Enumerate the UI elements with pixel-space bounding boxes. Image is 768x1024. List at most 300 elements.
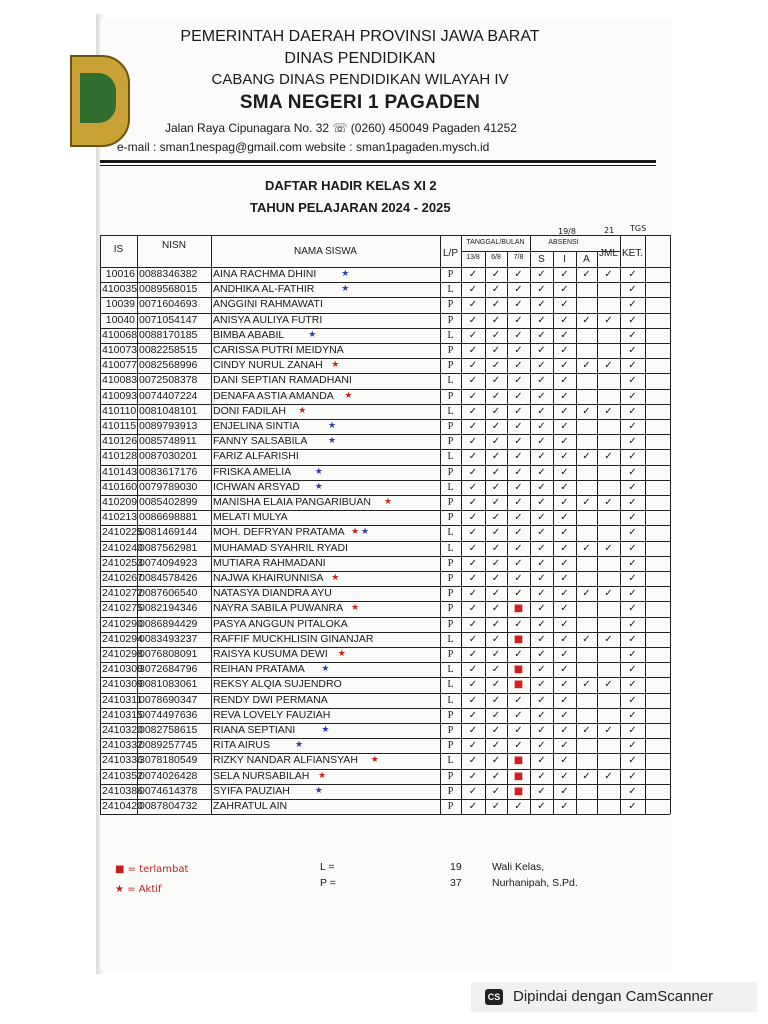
attendance-check-mark: ✓ — [491, 679, 501, 691]
attendance-check-mark: ✓ — [514, 466, 523, 478]
attendance-check-mark: ✓ — [468, 269, 478, 280]
attendance-check-mark: ✓ — [560, 360, 569, 372]
cell-nis: 410083 — [102, 374, 138, 387]
cell-nis: 2410309 — [102, 678, 143, 691]
attendance-check-mark: ■ — [513, 664, 524, 676]
cell-lp: L — [447, 679, 454, 691]
attendance-check-mark: ✓ — [468, 801, 478, 812]
camscanner-badge — [471, 982, 757, 1012]
cell-nama-siswa: FARIZ ALFARISHI — [213, 450, 299, 463]
cell-nisn: 0087030201 — [139, 450, 198, 463]
attendance-check-mark: ✓ — [491, 633, 501, 645]
handwritten-date-note: 19/8 — [558, 227, 576, 236]
attendance-check-mark: ✓ — [491, 649, 501, 660]
attendance-check-mark: ✓ — [560, 329, 569, 341]
attendance-check-mark: ✓ — [514, 588, 523, 600]
attendance-check-mark: ✓ — [468, 679, 478, 691]
cell-nis: 410110 — [102, 404, 137, 417]
cell-nama-siswa: PASYA ANGGUN PITALOKA — [213, 617, 348, 630]
cell-nis: 2410308 — [102, 663, 143, 676]
cell-lp: P — [447, 299, 454, 311]
attendance-check-mark: ✓ — [537, 603, 546, 615]
cell-lp: L — [447, 542, 454, 554]
attendance-check-mark: ✓ — [491, 694, 501, 706]
attendance-check-mark: ✓ — [537, 588, 546, 600]
blue-star-annotation: ★ — [321, 664, 330, 675]
cell-nama-siswa: RITA AIRUS — [213, 739, 270, 752]
attendance-check-mark: ✓ — [628, 481, 637, 493]
cell-nis: 2410253 — [102, 556, 143, 569]
cell-lp: P — [447, 360, 454, 372]
attendance-check-mark: ✓ — [628, 740, 637, 752]
attendance-check-mark: ✓ — [468, 725, 478, 736]
attendance-check-mark: ✓ — [537, 573, 546, 584]
attendance-check-mark: ✓ — [514, 314, 523, 326]
cell-nama-siswa: SYIFA PAUZIAH — [213, 784, 290, 797]
cell-nisn: 0076808091 — [139, 648, 198, 660]
cell-lp: L — [447, 664, 454, 676]
attendance-check-mark: ✓ — [468, 360, 478, 372]
cell-nis: 410073 — [102, 344, 138, 356]
cell-nis: 2410386 — [102, 784, 143, 797]
cell-lp: L — [447, 694, 454, 706]
document-subtitle: TAHUN PELAJARAN 2024 - 2025 — [250, 200, 451, 215]
attendance-check-mark: ✓ — [628, 284, 637, 296]
attendance-check-mark: ✓ — [514, 299, 523, 311]
attendance-check-mark: ✓ — [491, 785, 501, 797]
attendance-check-mark: ✓ — [491, 466, 501, 478]
cell-nis: 2410298 — [102, 648, 143, 660]
blue-star-annotation: ★ — [341, 269, 350, 279]
cell-nisn: 0088346382 — [139, 268, 198, 280]
attendance-check-mark: ✓ — [628, 694, 637, 706]
camscanner-icon: CS — [485, 989, 503, 1005]
attendance-check-mark: ✓ — [537, 694, 546, 706]
cell-nisn: 0084578426 — [139, 572, 198, 584]
summary-p-label: P = — [320, 877, 336, 889]
table-column-border — [670, 235, 671, 814]
cell-nis: 2410320 — [102, 724, 143, 736]
cell-nis: 410035 — [102, 283, 138, 296]
cell-nis: 2410290 — [102, 617, 143, 630]
attendance-check-mark: ✓ — [628, 649, 637, 660]
attendance-check-mark: ✓ — [560, 573, 569, 584]
cell-nama-siswa: ENJELINA SINTIA — [213, 420, 300, 432]
cell-nisn: 0074497636 — [139, 708, 198, 721]
document-title: DAFTAR HADIR KELAS XI 2 — [265, 178, 437, 193]
attendance-check-mark: ✓ — [491, 740, 501, 752]
header-line-1: PEMERINTAH DAERAH PROVINSI JAWA BARAT — [180, 28, 540, 45]
attendance-check-mark: ✓ — [537, 649, 546, 660]
cell-lp: P — [447, 345, 454, 356]
cell-nama-siswa: MUTIARA RAHMADANI — [213, 556, 326, 569]
red-star-annotation: ★ — [298, 405, 307, 416]
cell-nis: 2410311 — [102, 693, 143, 706]
cell-lp: P — [447, 740, 454, 752]
header-lp: L/P — [442, 248, 458, 259]
attendance-check-mark: ✓ — [491, 421, 501, 432]
attendance-check-mark: ✓ — [628, 405, 637, 417]
attendance-check-mark: ✓ — [491, 557, 501, 569]
table-column-border — [211, 235, 212, 814]
attendance-check-mark: ✓ — [468, 740, 478, 752]
cell-nisn: 0089793913 — [139, 420, 198, 432]
attendance-check-mark: ✓ — [491, 770, 501, 782]
attendance-check-mark: ✓ — [604, 497, 613, 508]
attendance-check-mark: ✓ — [560, 603, 569, 615]
attendance-check-mark: ✓ — [537, 801, 546, 812]
cell-lp: P — [447, 770, 454, 782]
attendance-check-mark: ✓ — [604, 588, 613, 600]
attendance-check-mark: ✓ — [468, 785, 478, 797]
cell-nisn: 0088170185 — [139, 328, 198, 341]
attendance-check-mark: ✓ — [582, 451, 591, 463]
attendance-check-mark: ✓ — [628, 466, 637, 478]
cell-lp: P — [447, 785, 454, 797]
cell-nisn: 0079789030 — [139, 480, 198, 493]
attendance-check-mark: ✓ — [604, 360, 613, 372]
attendance-check-mark: ✓ — [628, 801, 637, 812]
cell-nama-siswa: RIZKY NANDAR ALFIANSYAH — [213, 754, 358, 767]
cell-nisn: 0071604693 — [139, 298, 198, 311]
attendance-check-mark: ✓ — [560, 709, 569, 721]
attendance-check-mark: ✓ — [560, 375, 569, 387]
letterhead-rule-thick — [100, 160, 656, 163]
cell-lp: L — [447, 481, 454, 493]
attendance-check-mark: ✓ — [514, 512, 523, 524]
legend-active-text: = Aktif — [127, 884, 162, 895]
attendance-check-mark: ✓ — [468, 709, 478, 721]
attendance-check-mark: ✓ — [537, 360, 546, 372]
cell-nisn: 3078180549 — [139, 754, 198, 767]
attendance-check-mark: ✓ — [537, 269, 546, 280]
cell-nis: 2410225 — [102, 526, 143, 539]
attendance-check-mark: ✓ — [491, 709, 501, 721]
cell-nisn: 0081048101 — [139, 404, 198, 417]
attendance-check-mark: ✓ — [560, 405, 569, 417]
attendance-check-mark: ✓ — [514, 329, 523, 341]
attendance-check-mark: ■ — [513, 770, 524, 782]
school-contact: e-mail : sman1nespag@gmail.com website : sman1pagaden.mysch.id — [117, 140, 490, 154]
table-row-border — [100, 814, 670, 815]
header-nis: IS — [113, 244, 124, 255]
blue-star-annotation: ★ — [321, 725, 330, 735]
attendance-check-mark: ✓ — [468, 557, 478, 569]
cell-nis: 10016 — [105, 268, 135, 280]
cell-nama-siswa: RIANA SEPTIANI — [213, 724, 296, 736]
attendance-check-mark: ✓ — [491, 329, 501, 341]
attendance-check-mark: ✓ — [604, 542, 613, 554]
legend-active: ★ = Aktif — [115, 884, 162, 895]
attendance-check-mark: ✓ — [491, 375, 501, 387]
attendance-check-mark: ✓ — [491, 269, 501, 280]
cell-nis: 2410267 — [102, 572, 143, 584]
cell-lp: L — [447, 451, 454, 463]
cell-nama-siswa: MOH. DEFRYAN PRATAMA — [213, 526, 345, 539]
attendance-check-mark: ✓ — [514, 390, 523, 402]
summary-p-value: 37 — [450, 877, 462, 889]
attendance-check-mark: ✓ — [560, 497, 569, 508]
attendance-check-mark: ✓ — [628, 436, 637, 448]
red-star-annotation: ★ — [318, 770, 327, 781]
school-address: Jalan Raya Cipunagara No. 32 ☏ (0260) 450049 Pagaden 41252 — [165, 121, 517, 135]
cell-nis: 2410332 — [102, 739, 143, 752]
attendance-check-mark: ✓ — [514, 405, 523, 417]
attendance-check-mark: ✓ — [560, 770, 569, 782]
attendance-check-mark: ✓ — [537, 390, 546, 402]
attendance-check-mark: ✓ — [628, 512, 637, 524]
attendance-check-mark: ✓ — [582, 314, 591, 326]
cell-nama-siswa: REVA LOVELY FAUZIAH — [213, 708, 331, 721]
cell-nis: 2410352 — [102, 769, 143, 782]
attendance-check-mark: ✓ — [628, 542, 637, 554]
attendance-check-mark: ✓ — [582, 405, 591, 417]
cell-lp: L — [447, 375, 454, 387]
handwritten-tgs-note: TGS — [630, 224, 647, 233]
attendance-check-mark: ✓ — [628, 755, 637, 767]
header-a: A — [583, 254, 590, 265]
attendance-check-mark: ✓ — [537, 405, 546, 417]
cell-nisn: 0074026428 — [139, 769, 198, 782]
cell-lp: P — [447, 801, 454, 812]
attendance-check-mark: ✓ — [468, 451, 478, 463]
cell-nama-siswa: REIHAN PRATAMA — [213, 663, 305, 676]
header-nama-siswa: NAMA SISWA — [294, 246, 357, 257]
blue-star-annotation: ★ — [314, 466, 323, 477]
attendance-check-mark: ✓ — [537, 527, 546, 539]
cell-nama-siswa: MELATI MULYA — [213, 511, 288, 524]
attendance-check-mark: ✓ — [514, 360, 523, 372]
attendance-check-mark: ✓ — [582, 542, 591, 554]
cell-lp: P — [447, 390, 454, 402]
red-star-annotation: ★ — [344, 390, 353, 401]
attendance-check-mark: ✓ — [628, 770, 637, 782]
attendance-check-mark: ✓ — [628, 785, 637, 797]
attendance-check-mark: ✓ — [514, 269, 523, 280]
attendance-check-mark: ✓ — [491, 603, 501, 615]
attendance-check-mark: ✓ — [560, 633, 569, 645]
attendance-check-mark: ✓ — [628, 557, 637, 569]
attendance-check-mark: ✓ — [560, 451, 569, 463]
attendance-check-mark: ✓ — [537, 633, 546, 645]
cell-nis: 2410275 — [102, 602, 143, 615]
blue-star-annotation: ★ — [314, 785, 323, 796]
cell-nama-siswa: NATASYA DIANDRA AYU — [213, 587, 332, 600]
attendance-check-mark: ✓ — [628, 451, 637, 463]
attendance-check-mark: ✓ — [468, 527, 478, 539]
attendance-check-mark: ✓ — [628, 345, 637, 356]
attendance-check-mark: ✓ — [514, 740, 523, 752]
attendance-check-mark: ✓ — [491, 618, 501, 630]
attendance-check-mark: ✓ — [628, 725, 637, 736]
attendance-check-mark: ✓ — [604, 770, 613, 782]
cell-nama-siswa: DONI FADILAH — [213, 404, 286, 417]
attendance-check-mark: ✓ — [628, 603, 637, 615]
table-column-border — [100, 235, 101, 814]
attendance-check-mark: ✓ — [604, 725, 613, 736]
attendance-check-mark: ✓ — [514, 497, 523, 508]
cell-nisn: 0082758615 — [139, 724, 198, 736]
attendance-check-mark: ✓ — [560, 801, 569, 812]
cell-nisn: 3072684796 — [139, 663, 198, 676]
attendance-check-mark: ✓ — [468, 329, 478, 341]
summary-l-label: L = — [320, 861, 335, 873]
attendance-check-mark: ✓ — [468, 299, 478, 311]
attendance-check-mark: ✓ — [491, 405, 501, 417]
attendance-check-mark: ✓ — [628, 709, 637, 721]
attendance-check-mark: ✓ — [628, 664, 637, 676]
attendance-check-mark: ✓ — [604, 633, 613, 645]
red-star-annotation: ★ — [337, 649, 346, 659]
cell-nama-siswa: AINA RACHMA DHINI — [213, 268, 317, 280]
cell-nisn: 0086698881 — [139, 511, 198, 524]
attendance-check-mark: ✓ — [468, 375, 478, 387]
attendance-check-mark: ✓ — [491, 451, 501, 463]
cell-nisn: 0081469144 — [139, 526, 198, 539]
cell-lp: L — [447, 755, 454, 767]
attendance-check-mark: ✓ — [514, 481, 523, 493]
cell-nama-siswa: ICHWAN ARSYAD — [213, 480, 300, 493]
attendance-check-mark: ✓ — [491, 801, 501, 812]
attendance-check-mark: ✓ — [560, 527, 569, 539]
cell-nis: 2410336 — [102, 754, 143, 767]
cell-nisn: 0083617176 — [139, 465, 198, 478]
cell-nis: 410128 — [102, 450, 138, 463]
cell-lp: P — [447, 269, 454, 280]
attendance-check-mark: ✓ — [628, 497, 637, 508]
attendance-check-mark: ✓ — [560, 557, 569, 569]
cell-nisn: 0081083061 — [139, 678, 198, 691]
homeroom-label: Wali Kelas, — [492, 861, 545, 873]
attendance-check-mark: ✓ — [582, 633, 591, 645]
cell-nis: 2410420 — [102, 800, 143, 812]
attendance-check-mark: ✓ — [468, 405, 478, 417]
cell-nama-siswa: BIMBA ABABIL — [213, 328, 285, 341]
attendance-check-mark: ✓ — [514, 557, 523, 569]
attendance-check-mark: ✓ — [468, 573, 478, 584]
attendance-check-mark: ✓ — [491, 299, 501, 311]
cell-nisn: 0085748911 — [139, 435, 197, 448]
attendance-check-mark: ✓ — [560, 345, 569, 356]
attendance-check-mark: ✓ — [537, 345, 546, 356]
attendance-check-mark: ✓ — [560, 284, 569, 296]
attendance-check-mark: ✓ — [468, 770, 478, 782]
attendance-check-mark: ✓ — [628, 421, 637, 432]
attendance-check-mark: ✓ — [582, 679, 591, 691]
blue-star-annotation: ★ — [361, 527, 370, 538]
cell-nama-siswa: CARISSA PUTRI MEIDYNA — [213, 344, 344, 356]
attendance-check-mark: ✓ — [628, 269, 637, 280]
attendance-check-mark: ✓ — [537, 481, 546, 493]
attendance-check-mark: ✓ — [560, 588, 569, 600]
cell-lp: P — [447, 588, 454, 600]
header-jml: JML — [599, 248, 618, 259]
attendance-check-mark: ✓ — [491, 436, 501, 448]
attendance-check-mark: ■ — [513, 785, 524, 797]
cell-nis: 2410315 — [102, 708, 143, 721]
attendance-check-mark: ✓ — [628, 527, 637, 539]
red-star-annotation: ★ — [331, 573, 340, 583]
attendance-check-mark: ✓ — [491, 481, 501, 493]
cell-lp: P — [447, 421, 454, 432]
cell-lp: P — [447, 512, 454, 524]
attendance-check-mark: ■ — [513, 755, 524, 767]
attendance-check-mark: ✓ — [560, 542, 569, 554]
attendance-check-mark: ✓ — [560, 785, 569, 797]
header-s: S — [538, 254, 545, 265]
attendance-check-mark: ✓ — [514, 694, 523, 706]
attendance-check-mark: ✓ — [514, 649, 523, 660]
attendance-check-mark: ✓ — [491, 512, 501, 524]
cell-nama-siswa: CINDY NURUL ZANAH — [213, 359, 323, 372]
attendance-check-mark: ✓ — [491, 345, 501, 356]
attendance-check-mark: ✓ — [537, 664, 546, 676]
attendance-check-mark: ✓ — [560, 481, 569, 493]
attendance-check-mark: ✓ — [537, 314, 546, 326]
cell-nisn: 0072508378 — [139, 374, 198, 387]
attendance-check-mark: ■ — [513, 603, 524, 615]
attendance-check-mark: ✓ — [468, 633, 478, 645]
attendance-check-mark: ✓ — [604, 451, 613, 463]
attendance-check-mark: ✓ — [491, 284, 501, 296]
homeroom-teacher-name: Nurhanipah, S.Pd. — [492, 877, 578, 889]
attendance-check-mark: ✓ — [537, 725, 546, 736]
attendance-check-mark: ✓ — [604, 405, 613, 417]
cell-lp: P — [447, 709, 454, 721]
attendance-check-mark: ✓ — [514, 451, 523, 463]
cell-nama-siswa: NAYRA SABILA PUWANRA — [213, 602, 344, 615]
blue-star-annotation: ★ — [328, 436, 337, 447]
cell-nis: 2410294 — [102, 632, 143, 645]
attendance-check-mark: ✓ — [468, 618, 478, 630]
attendance-check-mark: ✓ — [468, 436, 478, 448]
attendance-check-mark: ✓ — [560, 740, 569, 752]
attendance-check-mark: ✓ — [537, 618, 546, 630]
attendance-check-mark: ✓ — [537, 436, 546, 448]
cell-nisn: 0082194346 — [139, 602, 198, 615]
attendance-check-mark: ✓ — [468, 664, 478, 676]
attendance-check-mark: ✓ — [582, 360, 591, 372]
attendance-check-mark: ✓ — [560, 436, 569, 448]
red-star-annotation: ★ — [351, 603, 360, 614]
attendance-check-mark: ✓ — [628, 679, 637, 691]
cell-nisn: 0082568996 — [139, 359, 198, 372]
attendance-check-mark: ✓ — [537, 512, 546, 524]
handwritten-date-note-2: 21 — [604, 226, 615, 235]
attendance-check-mark: ✓ — [582, 269, 591, 280]
attendance-check-mark: ✓ — [560, 618, 569, 630]
blue-star-annotation: ★ — [295, 740, 304, 751]
attendance-check-mark: ✓ — [628, 633, 637, 645]
blue-star-annotation: ★ — [314, 481, 323, 492]
attendance-check-mark: ✓ — [604, 679, 613, 691]
attendance-check-mark: ✓ — [491, 542, 501, 554]
cell-lp: P — [447, 436, 454, 448]
cell-nis: 410160 — [102, 480, 138, 493]
cell-nisn: 0083493237 — [139, 632, 198, 645]
cell-nama-siswa: DENAFA ASTIA AMANDA — [213, 389, 334, 402]
cell-nisn: 0087606540 — [139, 587, 198, 600]
blue-star-annotation: ★ — [328, 421, 337, 431]
attendance-check-mark: ✓ — [628, 299, 637, 311]
blue-star-annotation: ★ — [341, 284, 350, 295]
header-date-col: 7/8 — [513, 254, 524, 261]
attendance-check-mark: ✓ — [560, 390, 569, 402]
cell-lp: L — [447, 633, 454, 645]
attendance-check-mark: ✓ — [468, 497, 478, 508]
cell-nis: 410068 — [102, 328, 138, 341]
attendance-check-mark: ✓ — [604, 314, 613, 326]
